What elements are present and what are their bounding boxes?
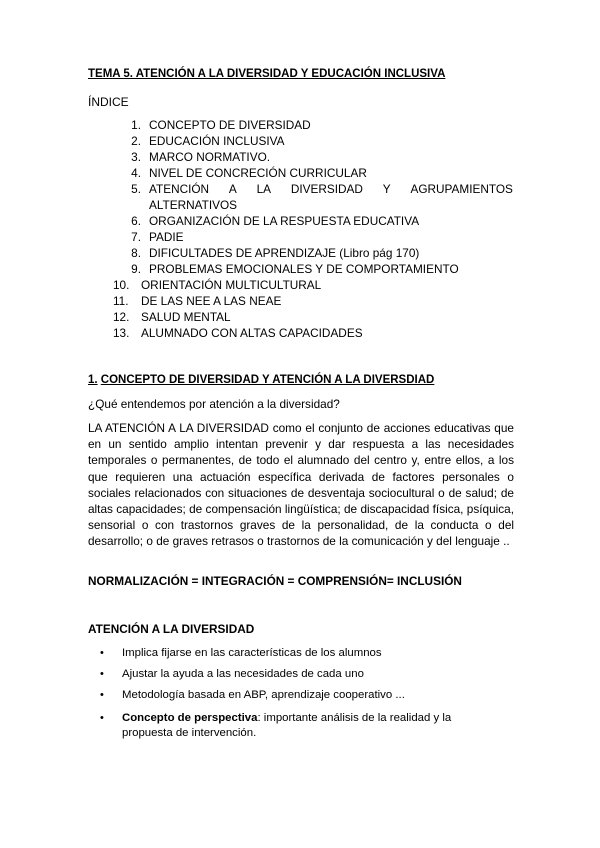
- toc-number: 10.: [113, 278, 130, 292]
- toc-number: 2.: [131, 134, 141, 148]
- toc-item: [113, 117, 513, 133]
- toc-text: PADIE: [149, 230, 184, 244]
- toc-text: ORGANIZACIÓN DE LA RESPUESTA EDUCATIVA: [149, 214, 420, 228]
- toc-word: Y: [382, 182, 391, 196]
- normalization-line: NORMALIZACIÓN = INTEGRACIÓN = COMPRENSIÓN= INCLUSIÓN: [88, 574, 462, 588]
- toc-continuation: ALTERNATIVOS: [149, 198, 238, 212]
- list-item: [100, 688, 500, 703]
- toc-text: ALUMNADO CON ALTAS CAPACIDADES: [141, 326, 363, 340]
- toc-number: 5.: [131, 182, 141, 196]
- toc-word: LA: [256, 182, 272, 196]
- toc-text: EDUCACIÓN INCLUSIVA: [149, 134, 285, 148]
- bullet-text: Ajustar la ayuda a las necesidades de cada uno: [122, 668, 364, 680]
- section-1-number: 1.: [88, 374, 98, 386]
- toc-number: 1.: [131, 118, 141, 132]
- toc-text: [141, 181, 513, 213]
- section-1-title: CONCEPTO DE DIVERSIDAD Y ATENCIÓN A LA DIVERSDIAD: [100, 374, 435, 386]
- attention-bullet-list: [100, 646, 500, 741]
- toc-number: 13.: [113, 326, 130, 340]
- toc-justified-line: [149, 181, 513, 197]
- bullet-text: [122, 711, 500, 741]
- toc-item: [113, 277, 513, 293]
- toc-number: 9.: [131, 262, 141, 276]
- toc-word: DIVERSIDAD: [290, 182, 363, 196]
- bullet-icon: •: [100, 668, 104, 680]
- section-1-heading: [88, 374, 434, 386]
- toc-item: [113, 293, 513, 309]
- table-of-contents: [113, 117, 513, 341]
- bullet-bold-term: Concepto de perspectiva: [122, 712, 258, 724]
- toc-text: SALUD MENTAL: [141, 310, 231, 324]
- toc-item: [113, 309, 513, 325]
- toc-item: [113, 229, 513, 245]
- toc-text: DE LAS NEE A LAS NEAE: [141, 294, 282, 308]
- toc-text: ORIENTACIÓN MULTICULTURAL: [141, 278, 322, 292]
- toc-number: 11.: [113, 294, 129, 308]
- toc-word: AGRUPAMIENTOS: [410, 182, 513, 196]
- bullet-text: Implica fijarse en las características de los alumnos: [122, 647, 382, 659]
- toc-number: 12.: [113, 310, 130, 324]
- toc-item: [113, 261, 513, 277]
- bullet-icon: •: [100, 689, 104, 701]
- toc-item: [113, 181, 513, 213]
- toc-number: 3.: [131, 150, 141, 164]
- index-label: ÍNDICE: [88, 95, 129, 109]
- list-item: [100, 711, 500, 741]
- attention-heading: ATENCIÓN A LA DIVERSIDAD: [88, 622, 255, 636]
- toc-text: CONCEPTO DE DIVERSIDAD: [149, 118, 311, 132]
- toc-item: [113, 213, 513, 229]
- toc-text: MARCO NORMATIVO.: [149, 150, 271, 164]
- list-item: [100, 646, 500, 661]
- toc-item: [113, 325, 513, 341]
- toc-word: ATENCIÓN: [149, 182, 210, 196]
- toc-item: [113, 133, 513, 149]
- toc-text: NIVEL DE CONCRECIÓN CURRICULAR: [149, 166, 367, 180]
- toc-word: A: [228, 182, 237, 196]
- bullet-text: Metodología basada en ABP, aprendizaje cooperativo ...: [122, 689, 405, 701]
- list-item: [100, 667, 500, 682]
- toc-item: [113, 165, 513, 181]
- toc-text: PROBLEMAS EMOCIONALES Y DE COMPORTAMIENTO: [149, 262, 459, 276]
- toc-number: 8.: [131, 246, 141, 260]
- document-title: TEMA 5. ATENCIÓN A LA DIVERSIDAD Y EDUCACIÓN INCLUSIVA: [88, 68, 446, 80]
- section-1-paragraph: LA ATENCIÓN A LA DIVERSIDAD como el conjunto de acciones educativas que en un sentido amplio intentan prevenir y dar respuesta a las necesidades temporales o permanentes, de todo el alumnado del centro y, entre ellos, a los que requieren una actuación específica derivada de factores personales o sociales relacionados con situaciones de desventaja sociocultural o de salud; de altas capacidades; de compensación lingüística; de discapacidad física, psíquica, sensorial o con trastornos graves de la personalidad, de la conducta o del desarrollo; o de graves retrasos o trastornos de la comunicación y del lenguaje ..: [88, 421, 514, 549]
- section-1-question: ¿Qué entendemos por atención a la diversidad?: [88, 397, 340, 411]
- bullet-icon: •: [100, 647, 104, 659]
- toc-item: [113, 149, 513, 165]
- toc-text: DIFICULTADES DE APRENDIZAJE (Libro pág 170): [149, 246, 420, 260]
- toc-number: 4.: [131, 166, 141, 180]
- bullet-rest-text: : importante análisis de la realidad y la propuesta de intervención.: [122, 712, 452, 739]
- toc-item: [113, 245, 513, 261]
- bullet-icon: •: [100, 712, 104, 724]
- toc-number: 7.: [131, 230, 141, 244]
- toc-number: 6.: [131, 214, 141, 228]
